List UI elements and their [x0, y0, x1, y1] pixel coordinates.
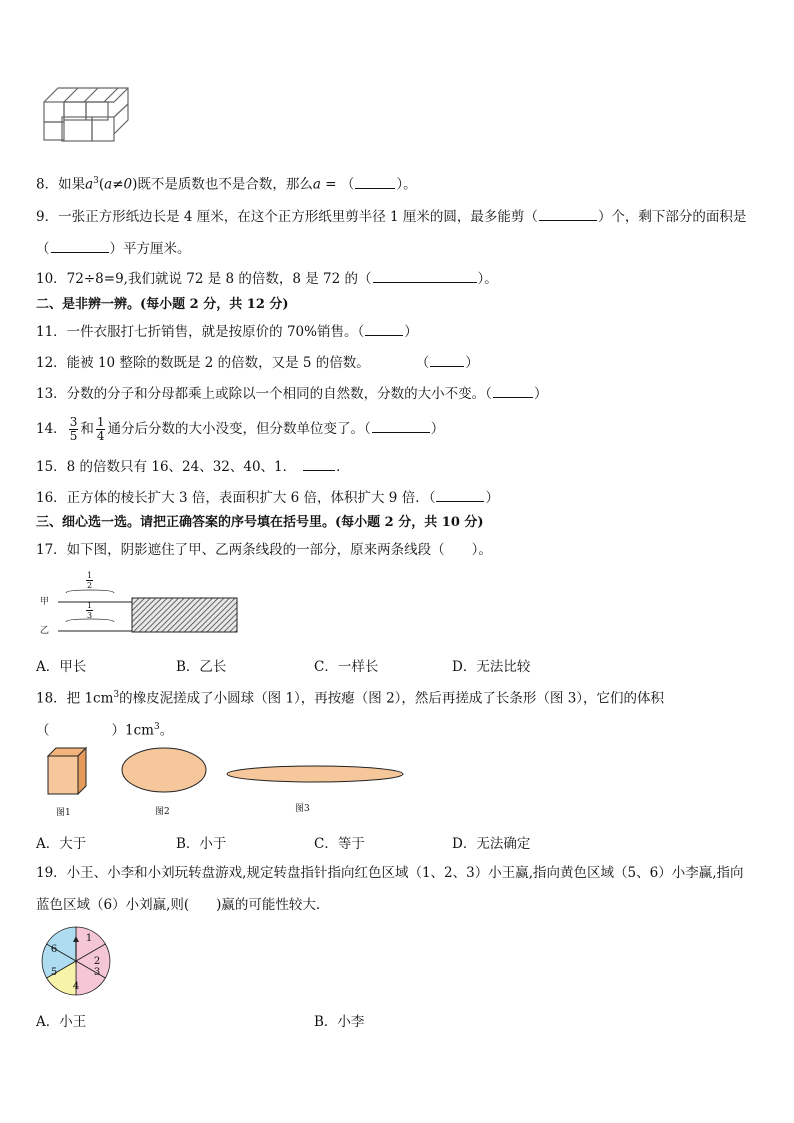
question-18-line1: 18．把 $1cm^3$的橡皮泥搓成了小圆球（图 1），再按瘪（图 2），然后再搓成了长条形（图 3），它们的体积 [36, 690, 665, 707]
fig1-label: 图1 [56, 808, 71, 818]
segments-figure [40, 572, 240, 638]
q17-option-d[interactable]: D．无法比较 [452, 659, 531, 675]
sector-label-4: 4 [72, 981, 80, 992]
question-10: 10．72÷8=9,我们就说 72 是 8 的倍数，8 是 72 的（ ）。 [36, 271, 498, 287]
sector-label-1: 1 [85, 933, 93, 944]
q18-option-d[interactable]: D．无法确定 [452, 836, 531, 852]
question-9-line1: 9．一张正方形纸边长是 4 厘米，在这个正方形纸里剪半径 1 厘米的圆，最多能剪（ ）个，剩下部分的面积是 [36, 209, 747, 225]
sector-label-5: 5 [50, 967, 58, 978]
answer-blank[interactable] [365, 323, 403, 336]
question-11: 11．一件衣服打七折销售，就是按原价的 70%销售。（ ） [36, 324, 418, 340]
answer-blank[interactable] [539, 208, 597, 221]
sector-label-2: 2 [93, 956, 101, 967]
q17-option-c[interactable]: C．一样长 [314, 659, 379, 675]
q18-option-c[interactable]: C．等于 [314, 836, 365, 852]
cubes-figure [40, 82, 135, 147]
question-16: 16．正方体的棱长扩大 3 倍，表面积扩大 6 倍，体积扩大 9 倍．（ ） [36, 490, 499, 506]
answer-blank[interactable] [493, 385, 533, 398]
answer-blank[interactable] [303, 458, 335, 471]
clay-figures [40, 744, 410, 800]
answer-blank[interactable] [372, 420, 430, 433]
spinner-figure [36, 924, 116, 998]
q19-option-b[interactable]: B．小李 [314, 1014, 365, 1030]
answer-blank[interactable] [436, 489, 484, 502]
answer-blank[interactable] [373, 270, 477, 283]
fig2-label: 图2 [155, 807, 170, 817]
question-17: 17．如下图，阴影遮住了甲、乙两条线段的一部分，原来两条线段（ ）。 [36, 542, 492, 558]
question-13: 13．分数的分子和分母都乘上或除以一个相同的自然数，分数的大小不变。（ ） [36, 386, 548, 402]
section-2-heading: 二、是非辨一辨。(每小题 2 分，共 12 分) [36, 297, 289, 312]
question-9-line2: （ ）平方厘米。 [36, 241, 191, 257]
q18-option-b[interactable]: B．小于 [176, 836, 227, 852]
q18-option-a[interactable]: A．大于 [36, 836, 87, 852]
question-15: 15．8 的倍数只有 16、24、32、40、1． ． [36, 459, 350, 475]
answer-blank[interactable] [51, 240, 109, 253]
q19-option-a[interactable]: A．小王 [36, 1014, 87, 1030]
sector-label-6: 6 [50, 944, 58, 955]
question-19-line2: 蓝色区域（6）小刘赢,则( )赢的可能性较大． [36, 897, 330, 913]
question-19-line1: 19．小王、小李和小刘玩转盘游戏,规定转盘指针指向红色区域（1、2、3）小王赢,指向黄色区域（5、6）小李赢,指向 [36, 865, 744, 881]
sector-label-3: 3 [93, 967, 101, 978]
fig3-label: 图3 [295, 804, 310, 814]
label-yi: 乙 [40, 626, 50, 636]
q17-option-b[interactable]: B．乙长 [176, 659, 227, 675]
section-3-heading: 三、细心选一选。请把正确答案的序号填在括号里。(每小题 2 分，共 10 分) [36, 515, 484, 530]
fraction: $\frac{3}{5}$ [69, 415, 78, 443]
question-8: 8．如果$a^3(a\ne 0)$既不是质数也不是合数，那么a = （ ）。 [36, 176, 417, 193]
question-12: 12．能被 10 整除的数既是 2 的倍数，又是 5 的倍数。 （ ） [36, 355, 479, 371]
label-jia: 甲 [40, 597, 50, 607]
segments-diagram [40, 572, 240, 638]
answer-blank[interactable] [430, 354, 464, 367]
fraction: $\frac{1}{4}$ [96, 415, 105, 443]
fraction-third: $\frac{1}{3}$ [87, 601, 93, 620]
fraction-half: $\frac{1}{2}$ [87, 571, 93, 590]
q17-option-a[interactable]: A．甲长 [36, 659, 87, 675]
answer-blank[interactable] [355, 176, 395, 189]
question-18-line2: （ ）$1cm^3$。 [36, 722, 174, 739]
question-14: 14． $\frac{3}{5}$ 和 $\frac{1}{4}$ 通分后分数的大小没变，但分数单位变了。（ ） [36, 415, 445, 443]
